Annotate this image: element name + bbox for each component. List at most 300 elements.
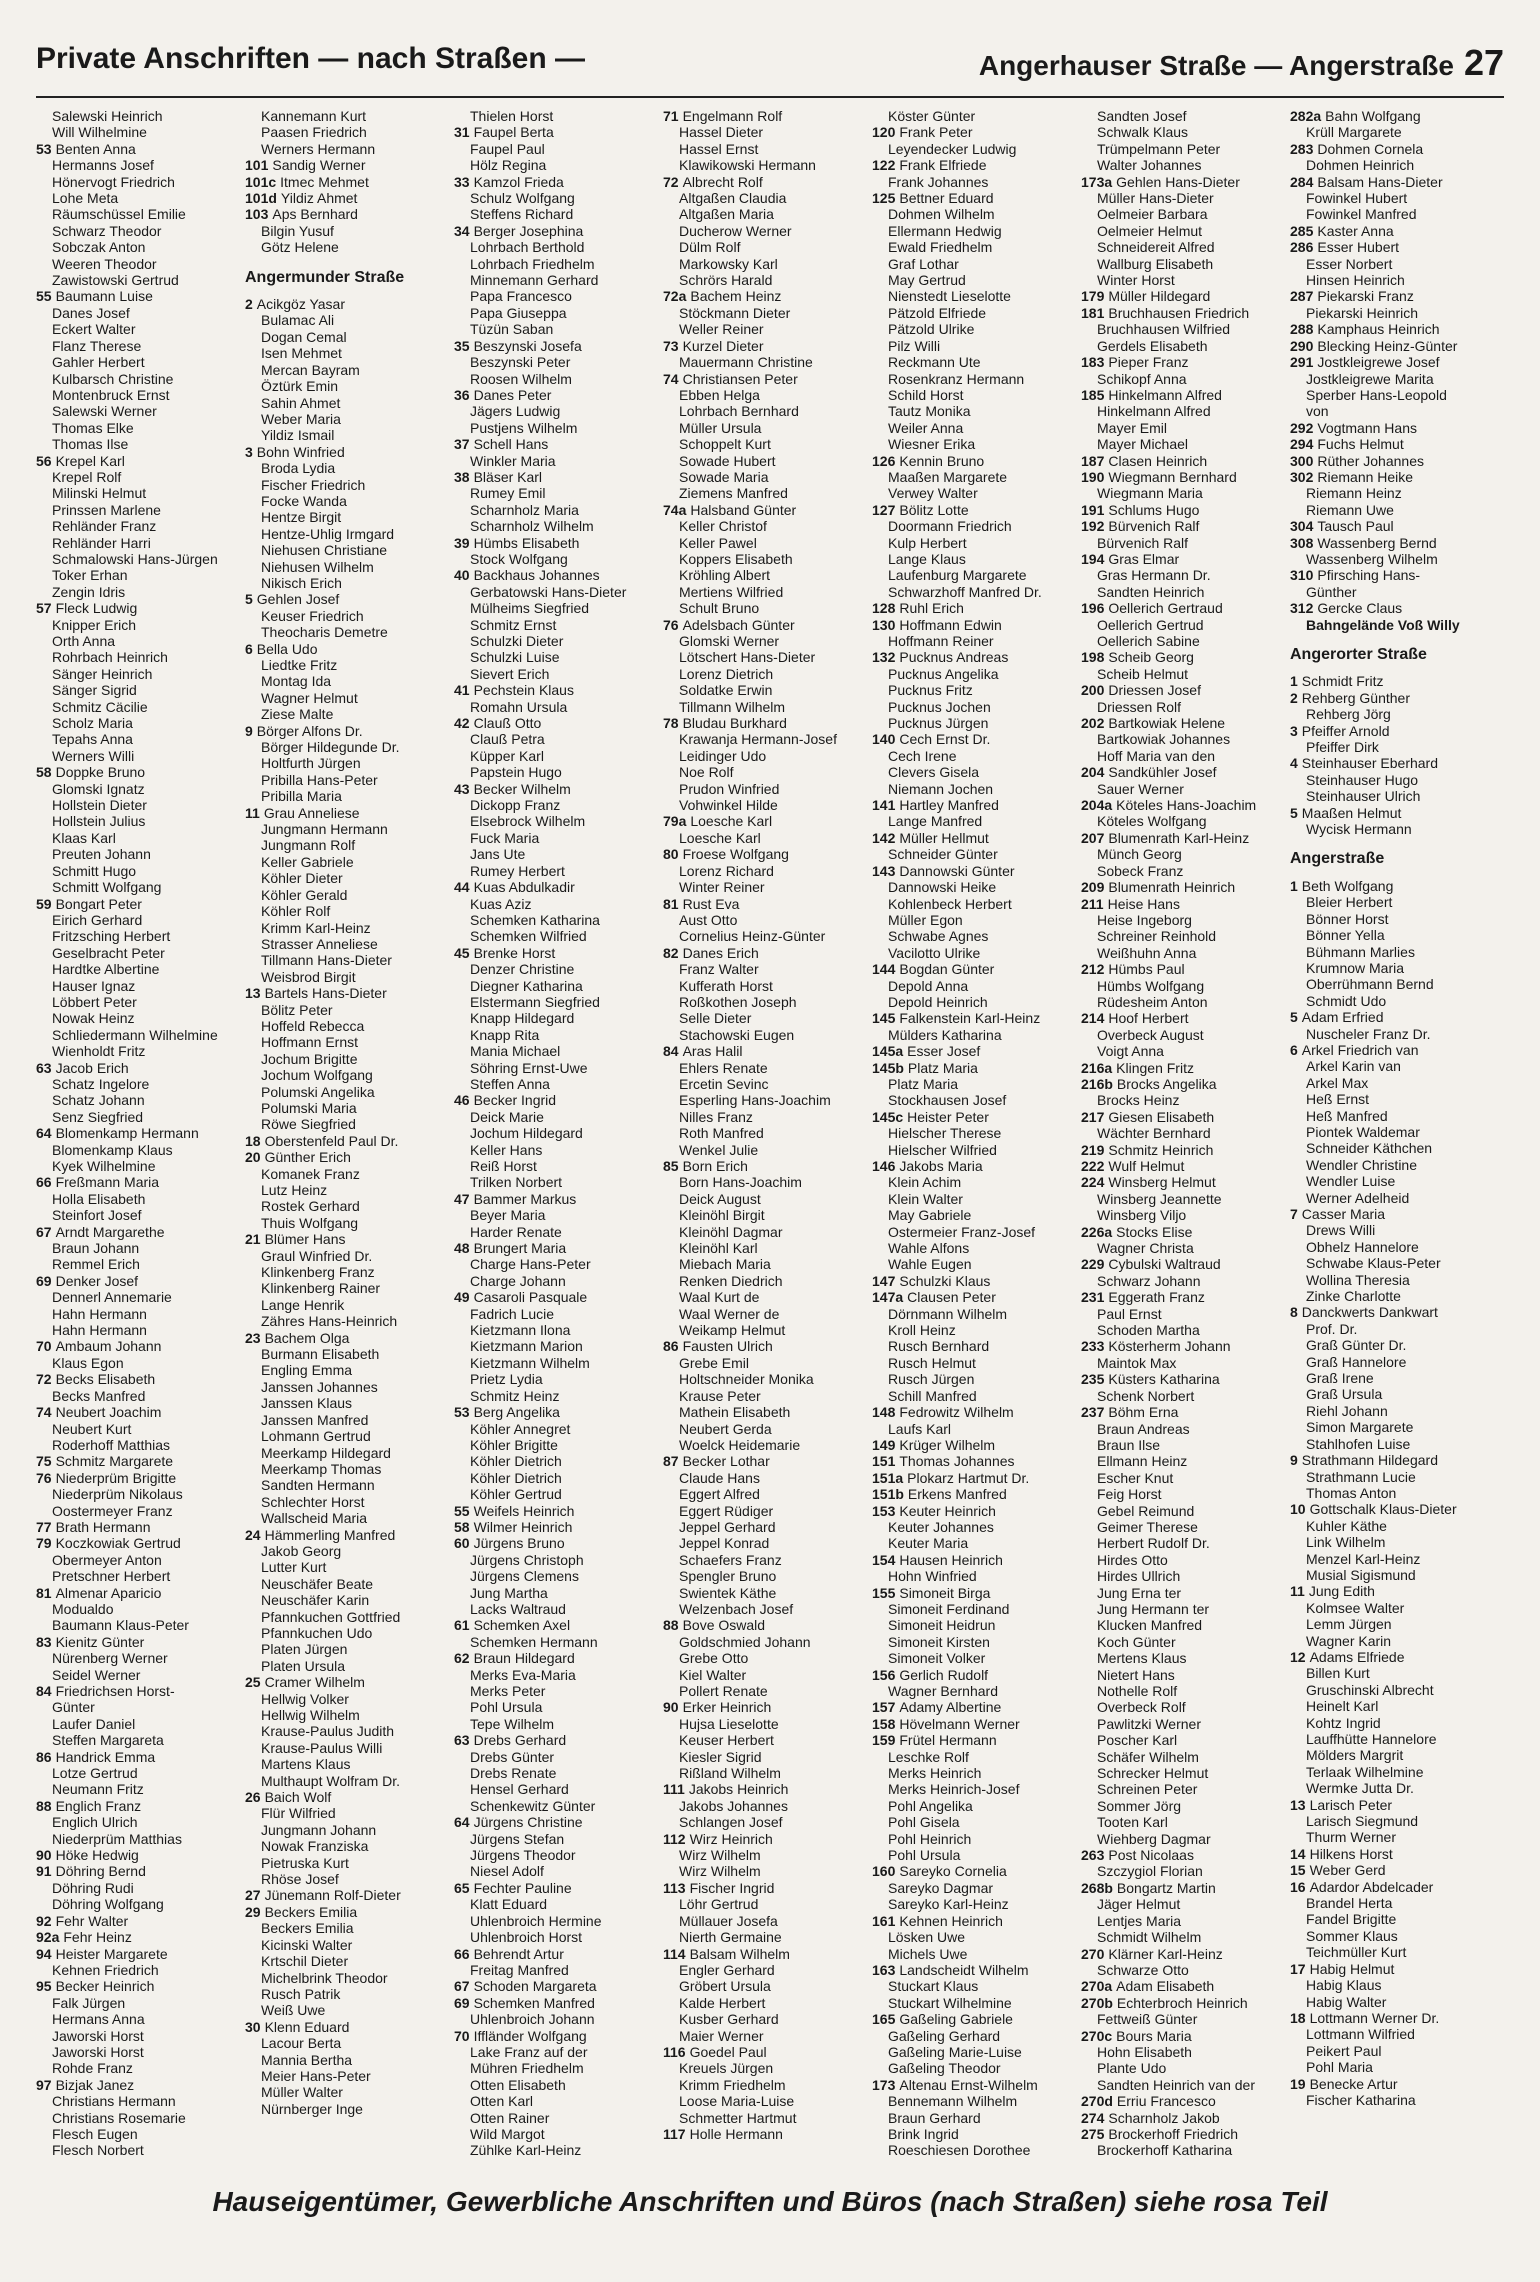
address-entry bbox=[454, 272, 663, 288]
resident-name: Tepe Wilhelm bbox=[470, 1715, 555, 1732]
resident-name: Schemken Wilfried bbox=[470, 928, 587, 945]
resident-name: von bbox=[1306, 403, 1329, 420]
resident-name: Hausen Heinrich bbox=[899, 1551, 1003, 1568]
resident-name: Otten Elisabeth bbox=[470, 2076, 566, 2093]
house-number: 86 bbox=[663, 1338, 679, 1355]
address-entry bbox=[663, 1929, 872, 1945]
house-number: 95 bbox=[36, 1978, 52, 1995]
resident-name: Heß Ernst bbox=[1306, 1091, 1370, 1108]
house-number: 226a bbox=[1081, 1223, 1113, 1240]
address-entry bbox=[663, 2044, 872, 2060]
address-entry bbox=[245, 1855, 454, 1871]
address-entry bbox=[663, 649, 872, 665]
resident-name: Pucknus Fritz bbox=[888, 682, 973, 699]
resident-name: Kohtz Ingrid bbox=[1306, 1714, 1381, 1731]
address-entry bbox=[245, 1313, 454, 1329]
address-entry bbox=[1081, 206, 1290, 222]
address-entry bbox=[1290, 1321, 1499, 1337]
resident-name: Wycisk Hermann bbox=[1306, 821, 1412, 838]
address-entry bbox=[36, 502, 245, 518]
resident-name: Eggert Alfred bbox=[679, 1486, 760, 1503]
house-number: 53 bbox=[454, 1404, 470, 1421]
address-entry bbox=[245, 1395, 454, 1411]
resident-name: Röwe Siegfried bbox=[261, 1116, 356, 1133]
resident-name: Kufferath Horst bbox=[679, 977, 773, 994]
address-entry bbox=[1290, 805, 1499, 821]
address-entry bbox=[36, 2060, 245, 2076]
address-entry bbox=[1290, 617, 1499, 633]
address-entry bbox=[1081, 1306, 1290, 1322]
resident-name: Nietert Hans bbox=[1097, 1666, 1175, 1683]
resident-name: Jürgens Christine bbox=[473, 1814, 583, 1831]
address-entry bbox=[454, 1601, 663, 1617]
address-entry bbox=[872, 1847, 1081, 1863]
address-entry bbox=[663, 813, 872, 829]
address-entry bbox=[1081, 2077, 1290, 2093]
resident-name: Schmitt Wolfgang bbox=[52, 879, 162, 896]
house-number: 45 bbox=[454, 944, 470, 961]
resident-name: Scheib Helmut bbox=[1097, 665, 1189, 682]
resident-name: Schoden Margareta bbox=[473, 1978, 597, 1995]
address-entry bbox=[1081, 879, 1290, 895]
resident-name: Ellmann Heinz bbox=[1097, 1453, 1188, 1470]
house-number: 76 bbox=[663, 616, 679, 633]
address-entry bbox=[454, 2093, 663, 2109]
address-entry bbox=[245, 157, 454, 173]
resident-name: Fedrowitz Wilhelm bbox=[899, 1404, 1014, 1421]
address-entry bbox=[872, 2142, 1081, 2158]
resident-name: Polumski Maria bbox=[261, 1099, 357, 1116]
address-entry bbox=[663, 1092, 872, 1108]
address-entry bbox=[1081, 1289, 1290, 1305]
resident-name: Krepel Rolf bbox=[52, 468, 122, 485]
address-entry bbox=[1290, 1994, 1499, 2010]
house-number: 29 bbox=[245, 1903, 261, 1920]
resident-name: Fischer Ingrid bbox=[689, 1879, 775, 1896]
address-entry bbox=[245, 2052, 454, 2068]
house-number: 216b bbox=[1081, 1075, 1113, 1092]
address-entry bbox=[1290, 584, 1499, 600]
resident-name: Maintok Max bbox=[1097, 1354, 1177, 1371]
address-entry bbox=[872, 1240, 1081, 1256]
address-entry bbox=[872, 1109, 1081, 1125]
address-entry bbox=[1081, 1585, 1290, 1601]
resident-name: Ebben Helga bbox=[679, 386, 760, 403]
address-entry bbox=[1081, 1224, 1290, 1240]
resident-name: Hentze-Uhlig Irmgard bbox=[261, 525, 395, 542]
address-entry bbox=[245, 608, 454, 624]
address-entry bbox=[872, 239, 1081, 255]
resident-name: Münch Georg bbox=[1097, 846, 1182, 863]
house-number: 91 bbox=[36, 1863, 52, 1880]
address-entry bbox=[663, 617, 872, 633]
resident-name: Janssen Johannes bbox=[261, 1378, 378, 1395]
house-number: 101d bbox=[245, 190, 277, 207]
house-number: 148 bbox=[872, 1404, 896, 1421]
resident-name: Eggerath Franz bbox=[1108, 1289, 1205, 1306]
resident-name: Cech Irene bbox=[888, 747, 957, 764]
address-entry bbox=[454, 1060, 663, 1076]
resident-name: Wirz Wilhelm bbox=[679, 1863, 761, 1880]
house-number: 92a bbox=[36, 1929, 60, 1946]
address-entry bbox=[454, 1486, 663, 1502]
address-entry bbox=[1081, 256, 1290, 272]
resident-name: Janssen Manfred bbox=[261, 1411, 369, 1428]
resident-name: Driessen Rolf bbox=[1097, 698, 1182, 715]
address-entry bbox=[454, 354, 663, 370]
address-entry bbox=[36, 846, 245, 862]
resident-name: Lacour Berta bbox=[261, 2035, 342, 2052]
resident-name: Geimer Therese bbox=[1097, 1518, 1198, 1535]
address-entry bbox=[1290, 1403, 1499, 1419]
address-entry bbox=[1081, 1732, 1290, 1748]
resident-name: Wulf Helmut bbox=[1108, 1158, 1185, 1174]
house-number: 53 bbox=[36, 140, 52, 157]
resident-name: Sahin Ahmet bbox=[261, 394, 341, 411]
resident-name: Jung Martha bbox=[470, 1584, 548, 1601]
address-entry bbox=[872, 551, 1081, 567]
resident-name: Sommer Jörg bbox=[1097, 1797, 1182, 1814]
address-entry bbox=[1081, 1995, 1290, 2011]
resident-name: Hollstein Julius bbox=[52, 813, 146, 830]
address-entry bbox=[454, 518, 663, 534]
address-entry bbox=[454, 2044, 663, 2060]
resident-name: Blecking Heinz-Günter bbox=[1317, 337, 1458, 354]
house-number: 6 bbox=[1290, 1041, 1298, 1058]
resident-name: Michelbrink Theodor bbox=[261, 1969, 388, 1986]
address-entry bbox=[1081, 502, 1290, 518]
resident-name: Blomenkamp Klaus bbox=[52, 1141, 173, 1158]
address-entry bbox=[36, 1781, 245, 1797]
address-entry bbox=[36, 731, 245, 747]
house-number: 284 bbox=[1290, 173, 1314, 190]
resident-name: Musial Sigismund bbox=[1306, 1566, 1416, 1583]
house-number: 214 bbox=[1081, 1010, 1105, 1027]
resident-name: May Gabriele bbox=[888, 1207, 972, 1224]
resident-name: Schemken Katharina bbox=[470, 911, 600, 928]
address-entry bbox=[454, 2028, 663, 2044]
address-entry bbox=[872, 1568, 1081, 1584]
resident-name: Jung Hermann ter bbox=[1097, 1600, 1210, 1617]
address-entry bbox=[1081, 1503, 1290, 1519]
address-entry bbox=[245, 903, 454, 919]
resident-name: Schwarz Theodor bbox=[52, 222, 162, 239]
resident-name: Theocharis Demetre bbox=[261, 624, 388, 641]
resident-name: Maaßen Helmut bbox=[1301, 804, 1402, 821]
address-entry bbox=[36, 1388, 245, 1404]
resident-name: Obhelz Hannelore bbox=[1306, 1238, 1419, 1255]
address-entry bbox=[454, 1470, 663, 1486]
address-entry bbox=[663, 1043, 872, 1059]
resident-name: Papa Francesco bbox=[470, 288, 572, 305]
address-entry bbox=[454, 649, 663, 665]
address-entry bbox=[663, 1847, 872, 1863]
resident-name: Schill Manfred bbox=[888, 1387, 977, 1404]
house-number: 187 bbox=[1081, 452, 1105, 469]
resident-name: Zengin Idris bbox=[52, 583, 126, 600]
resident-name: Winkler Maria bbox=[470, 452, 556, 469]
address-entry bbox=[454, 387, 663, 403]
resident-name: Koppers Elisabeth bbox=[679, 550, 793, 567]
address-entry bbox=[245, 427, 454, 443]
house-number: 294 bbox=[1290, 436, 1314, 453]
resident-name: Kröhling Albert bbox=[679, 567, 771, 584]
address-entry bbox=[1290, 772, 1499, 788]
resident-name: Hassel Dieter bbox=[679, 124, 764, 141]
resident-name: Born Erich bbox=[682, 1158, 748, 1174]
address-entry bbox=[245, 1034, 454, 1050]
resident-name: Clauß Petra bbox=[470, 731, 545, 748]
address-entry bbox=[454, 1765, 663, 1781]
address-entry bbox=[454, 1076, 663, 1092]
address-entry bbox=[1290, 2010, 1499, 2026]
resident-name: Doppke Bruno bbox=[55, 764, 146, 781]
house-number: 151 bbox=[872, 1453, 896, 1470]
resident-name: Schatz Ingelore bbox=[52, 1075, 150, 1092]
footer-note: Hauseigentümer, Gewerbliche Anschriften und Büros (nach Straßen) siehe rosa Teil bbox=[212, 2186, 1328, 2217]
address-entry bbox=[36, 748, 245, 764]
resident-name: Tepahs Anna bbox=[52, 731, 133, 748]
resident-name: Tausch Paul bbox=[1317, 518, 1394, 535]
resident-name: Cech Ernst Dr. bbox=[899, 731, 991, 748]
address-entry bbox=[245, 206, 454, 222]
resident-name: Aust Otto bbox=[679, 911, 738, 928]
resident-name: Berg Angelika bbox=[473, 1404, 560, 1421]
resident-name: Schatz Johann bbox=[52, 1092, 145, 1109]
house-number: 149 bbox=[872, 1436, 896, 1453]
address-entry bbox=[245, 673, 454, 689]
resident-name: Pfirsching Hans- bbox=[1317, 567, 1421, 584]
resident-name: Oelmeier Barbara bbox=[1097, 206, 1208, 223]
resident-name: Frütel Hermann bbox=[899, 1732, 997, 1749]
column-3 bbox=[454, 108, 663, 2159]
resident-name: Loesche Karl bbox=[679, 829, 761, 846]
address-entry bbox=[663, 190, 872, 206]
address-entry bbox=[36, 157, 245, 173]
resident-name: Krüger Wilhelm bbox=[899, 1436, 996, 1453]
resident-name: Mölders Margrit bbox=[1306, 1747, 1404, 1764]
house-number: 151a bbox=[872, 1469, 904, 1486]
address-entry bbox=[245, 1051, 454, 1067]
resident-name: Nuscheler Franz Dr. bbox=[1306, 1025, 1431, 1042]
house-number: 90 bbox=[663, 1699, 679, 1716]
address-entry bbox=[872, 1437, 1081, 1453]
resident-name: Habig Helmut bbox=[1309, 1960, 1395, 1977]
resident-name: Pohl Gisela bbox=[888, 1814, 960, 1831]
address-entry bbox=[663, 239, 872, 255]
header-right-title bbox=[979, 42, 1504, 84]
resident-name: Drebs Günter bbox=[470, 1748, 555, 1765]
address-entry bbox=[36, 387, 245, 403]
resident-name: Kusber Gerhard bbox=[679, 2011, 779, 2028]
resident-name: Wienholdt Fritz bbox=[52, 1043, 146, 1060]
address-entry bbox=[454, 1781, 663, 1797]
resident-name: Bizjak Janez bbox=[55, 2076, 135, 2093]
resident-name: Neubert Kurt bbox=[52, 1420, 132, 1437]
address-entry bbox=[1290, 1895, 1499, 1911]
resident-name: Adelsbach Günter bbox=[682, 616, 795, 633]
address-entry bbox=[245, 739, 454, 755]
house-number: 74 bbox=[663, 370, 679, 387]
house-number: 116 bbox=[663, 2043, 686, 2060]
house-number: 312 bbox=[1290, 600, 1314, 617]
resident-name: Jeppel Konrad bbox=[679, 1535, 770, 1552]
resident-name: Kuas Abdulkadir bbox=[473, 879, 575, 896]
resident-name: Romahn Ursula bbox=[470, 698, 568, 715]
address-entry bbox=[663, 978, 872, 994]
resident-name: Benten Anna bbox=[55, 140, 136, 157]
address-entry bbox=[36, 633, 245, 649]
address-entry bbox=[872, 1601, 1081, 1617]
address-entry bbox=[36, 2028, 245, 2044]
address-entry bbox=[245, 1346, 454, 1362]
resident-name: Braun Hildegard bbox=[473, 1650, 575, 1667]
resident-name: Holtfurth Jürgen bbox=[261, 755, 361, 772]
house-number: 140 bbox=[872, 731, 896, 748]
address-entry bbox=[1081, 912, 1290, 928]
resident-name: Bartkowiak Johannes bbox=[1097, 731, 1231, 748]
resident-name: Rüther Johannes bbox=[1317, 452, 1424, 469]
address-entry bbox=[663, 896, 872, 912]
resident-name: Grebe Emil bbox=[679, 1354, 750, 1371]
address-entry bbox=[872, 1224, 1081, 1240]
resident-name: Rißland Wilhelm bbox=[679, 1765, 781, 1782]
house-number: 72 bbox=[663, 173, 679, 190]
resident-name: Jostkleigrewe Josef bbox=[1317, 354, 1440, 371]
resident-name: Sandten Hermann bbox=[261, 1477, 375, 1494]
resident-name: Kleinöhl Birgit bbox=[679, 1207, 765, 1224]
address-entry bbox=[872, 1683, 1081, 1699]
house-number: 17 bbox=[1290, 1960, 1306, 1977]
resident-name: Froese Wolfgang bbox=[682, 846, 789, 863]
resident-name: Bulamac Ali bbox=[261, 312, 335, 329]
address-entry bbox=[872, 682, 1081, 698]
address-entry bbox=[454, 715, 663, 731]
street-heading: Angerorter Straße bbox=[1290, 646, 1427, 663]
address-columns bbox=[36, 108, 1504, 2159]
house-number: 21 bbox=[245, 1231, 261, 1248]
house-number: 237 bbox=[1081, 1404, 1105, 1421]
address-entry bbox=[245, 1707, 454, 1723]
resident-name: Laufenburg Margarete bbox=[888, 567, 1027, 584]
address-entry bbox=[245, 1215, 454, 1231]
address-entry bbox=[1290, 108, 1499, 124]
address-entry bbox=[1081, 485, 1290, 501]
resident-name: Gebel Reimund bbox=[1097, 1502, 1195, 1519]
address-entry bbox=[872, 1453, 1081, 1469]
address-entry bbox=[245, 1838, 454, 1854]
address-entry bbox=[36, 305, 245, 321]
house-number: 11 bbox=[245, 804, 260, 821]
address-entry bbox=[663, 354, 872, 370]
resident-name: Spengler Bruno bbox=[679, 1568, 777, 1585]
house-number: 291 bbox=[1290, 354, 1314, 371]
resident-name: Weikamp Helmut bbox=[679, 1322, 786, 1339]
address-entry bbox=[1290, 690, 1499, 706]
resident-name: Götz Helene bbox=[261, 239, 339, 256]
address-entry bbox=[454, 1552, 663, 1568]
resident-name: Pohl Maria bbox=[1306, 2059, 1373, 2076]
resident-name: Christians Hermann bbox=[52, 2093, 176, 2110]
house-number: 57 bbox=[36, 600, 52, 617]
house-number: 207 bbox=[1081, 829, 1105, 846]
address-entry bbox=[454, 485, 663, 501]
resident-name: Kicinski Walter bbox=[261, 1936, 353, 1953]
house-number: 74 bbox=[36, 1404, 52, 1421]
resident-name: Wagner Bernhard bbox=[888, 1683, 998, 1699]
address-entry bbox=[663, 2011, 872, 2027]
resident-name: Hentze Birgit bbox=[261, 509, 342, 526]
resident-name: Toker Erhan bbox=[52, 567, 128, 584]
resident-name: Kamzol Frieda bbox=[473, 173, 564, 190]
resident-name: Stockhausen Josef bbox=[888, 1092, 1007, 1109]
resident-name: Riemann Heinz bbox=[1306, 485, 1402, 502]
address-entry bbox=[663, 1158, 872, 1174]
resident-name: Billen Kurt bbox=[1306, 1665, 1370, 1682]
house-number: 202 bbox=[1081, 715, 1105, 732]
address-entry bbox=[1290, 1501, 1499, 1517]
address-entry bbox=[245, 772, 454, 788]
house-number: 216a bbox=[1081, 1059, 1113, 1076]
address-entry bbox=[245, 509, 454, 525]
address-entry bbox=[872, 1716, 1081, 1732]
resident-name: Flesch Eugen bbox=[52, 2125, 138, 2142]
address-entry bbox=[872, 1978, 1081, 1994]
address-entry bbox=[1290, 1747, 1499, 1763]
resident-name: Lutter Kurt bbox=[261, 1559, 327, 1576]
resident-name: Iffländer Wolfgang bbox=[473, 2027, 587, 2044]
house-number: 72a bbox=[663, 288, 687, 305]
resident-name: Esser Hubert bbox=[1317, 239, 1400, 256]
resident-name: Zühlke Karl-Heinz bbox=[470, 2142, 582, 2159]
address-entry bbox=[36, 666, 245, 682]
resident-name: Klein Walter bbox=[888, 1190, 963, 1207]
resident-name: Wiegmann Bernhard bbox=[1108, 468, 1237, 485]
address-entry bbox=[1290, 788, 1499, 804]
address-entry bbox=[245, 223, 454, 239]
resident-name: Bruchhausen Friedrich bbox=[1108, 304, 1250, 321]
address-entry bbox=[663, 1273, 872, 1289]
resident-name: Hönervogt Friedrich bbox=[52, 173, 175, 190]
resident-name: Hellwig Volker bbox=[261, 1690, 349, 1707]
address-entry bbox=[663, 682, 872, 698]
address-entry bbox=[245, 1428, 454, 1444]
resident-name: Adam Erfried bbox=[1301, 1009, 1384, 1026]
address-entry bbox=[454, 813, 663, 829]
resident-name: Platen Jürgen bbox=[261, 1641, 348, 1658]
address-entry bbox=[245, 1674, 454, 1690]
resident-name: Scharnholz Jakob bbox=[1108, 2109, 1220, 2126]
address-entry bbox=[245, 2035, 454, 2051]
house-number: 58 bbox=[454, 1518, 470, 1535]
resident-name: Mathein Elisabeth bbox=[679, 1404, 791, 1421]
address-entry bbox=[454, 1388, 663, 1404]
house-number: 78 bbox=[663, 715, 679, 732]
resident-name: Gehlen Josef bbox=[256, 591, 340, 608]
resident-name: Mayer Michael bbox=[1097, 436, 1189, 453]
address-entry bbox=[872, 338, 1081, 354]
resident-name: Kiel Walter bbox=[679, 1666, 747, 1683]
address-entry bbox=[1081, 682, 1290, 698]
resident-name: Graß Irene bbox=[1306, 1370, 1374, 1387]
house-number: 290 bbox=[1290, 337, 1314, 354]
address-entry bbox=[872, 863, 1081, 879]
address-entry bbox=[36, 1978, 245, 1994]
address-entry bbox=[36, 912, 245, 928]
resident-name: Bartels Hans-Dieter bbox=[264, 985, 387, 1002]
address-entry bbox=[663, 469, 872, 485]
address-entry bbox=[245, 1510, 454, 1526]
